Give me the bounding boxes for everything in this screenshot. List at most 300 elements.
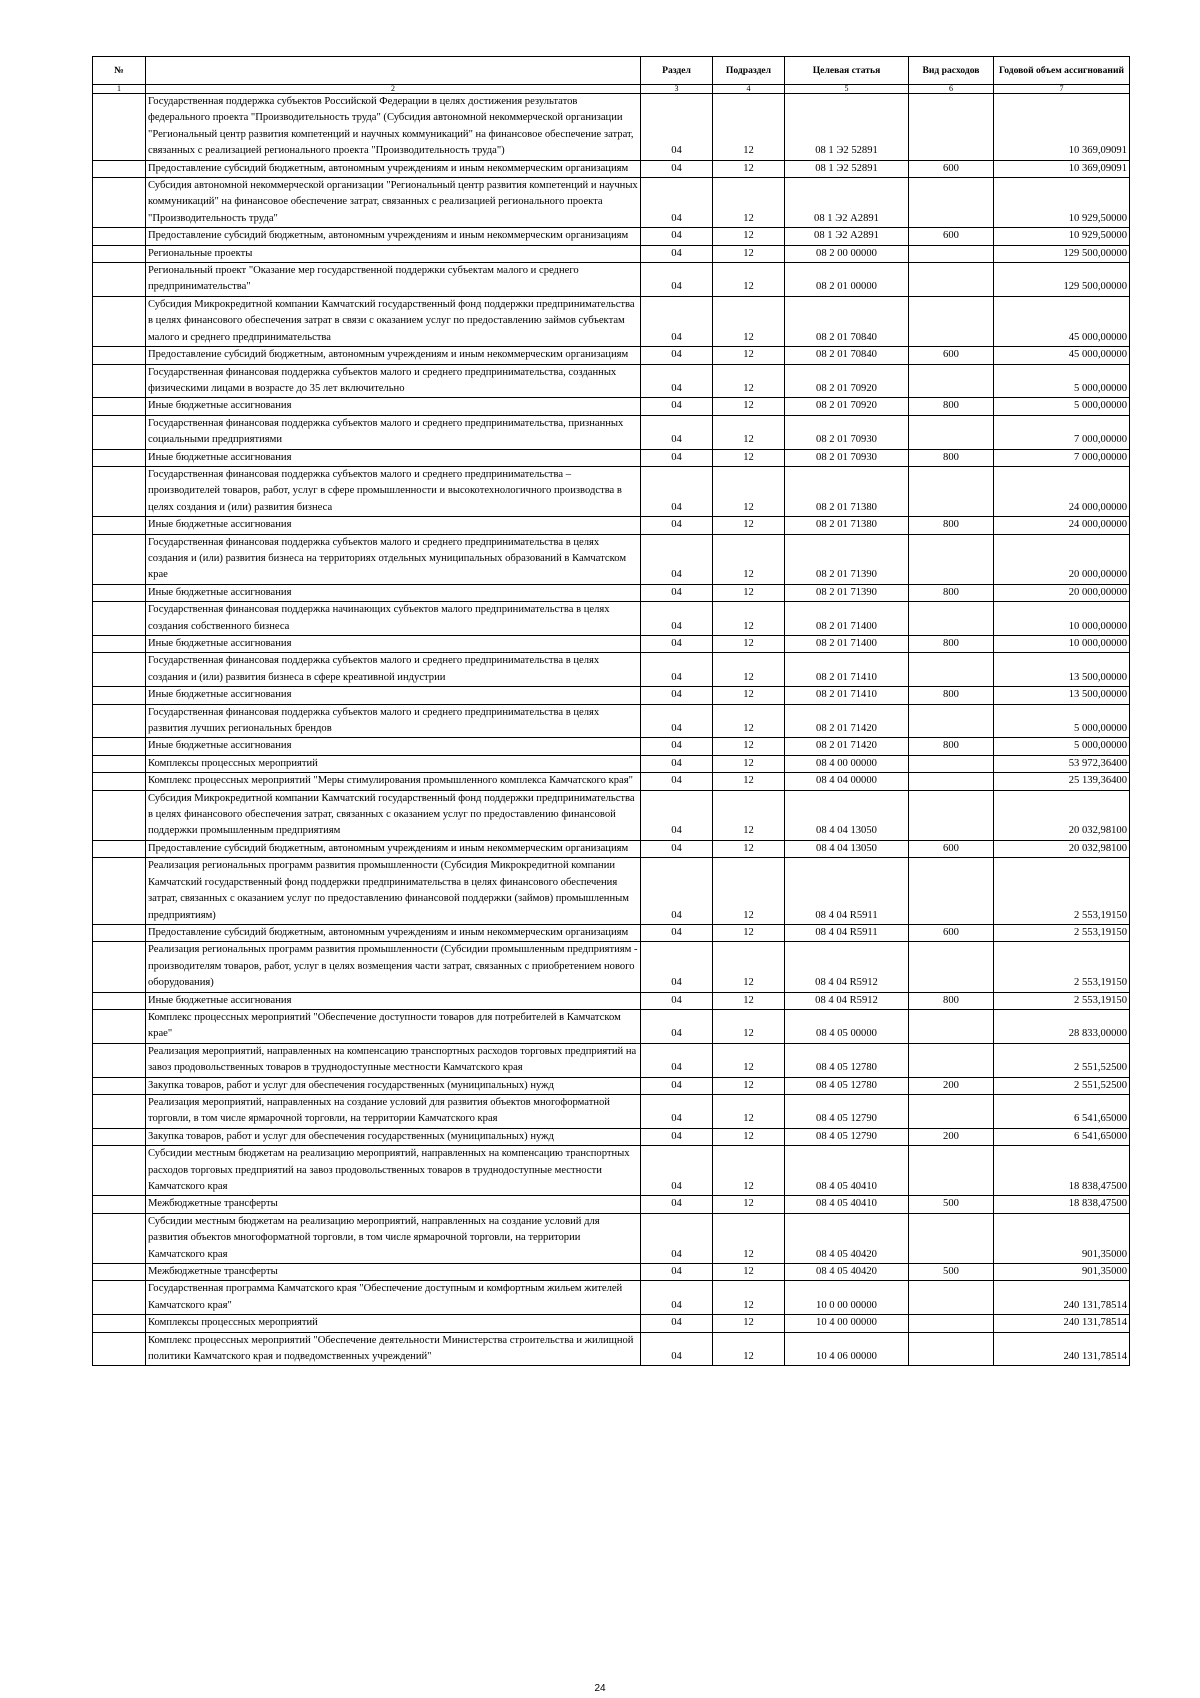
cell-podrazdel: 12: [713, 160, 785, 177]
cell-number: [93, 653, 146, 687]
cell-number: [93, 1094, 146, 1128]
cell-podrazdel: 12: [713, 296, 785, 346]
cell-target-article: 08 1 Э2 52891: [785, 94, 909, 161]
cell-podrazdel: 12: [713, 449, 785, 466]
cell-name: Иные бюджетные ассигнования: [146, 636, 641, 653]
cell-name: Комплекс процессных мероприятий "Обеспечение доступности товаров для потребителей в Камчатском крае": [146, 1009, 641, 1043]
col-header-razdel: Раздел: [641, 57, 713, 85]
cell-annual-amount: 901,35000: [994, 1264, 1130, 1281]
cell-razdel: 04: [641, 415, 713, 449]
cell-number: [93, 364, 146, 398]
cell-expense-type: [909, 1009, 994, 1043]
cell-expense-type: [909, 1146, 994, 1196]
cell-number: [93, 1264, 146, 1281]
table-row: [93, 738, 1130, 755]
cell-razdel: 04: [641, 517, 713, 534]
cell-name: Субсидия автономной некоммерческой организации "Региональный центр развития компетенций и научных коммуникаций" на финансовое обеспечение затрат, связанных с реализацией регионального проекта "Производительность труда": [146, 178, 641, 228]
cell-annual-amount: 20 032,98100: [994, 790, 1130, 840]
cell-expense-type: [909, 755, 994, 772]
cell-podrazdel: 12: [713, 94, 785, 161]
cell-number: [93, 449, 146, 466]
cell-annual-amount: 24 000,00000: [994, 517, 1130, 534]
cell-target-article: 08 4 05 40420: [785, 1213, 909, 1263]
cell-annual-amount: 7 000,00000: [994, 415, 1130, 449]
cell-podrazdel: 12: [713, 1146, 785, 1196]
cell-annual-amount: 5 000,00000: [994, 738, 1130, 755]
cell-number: [93, 398, 146, 415]
cell-podrazdel: 12: [713, 534, 785, 584]
cell-podrazdel: 12: [713, 245, 785, 262]
cell-name: Предоставление субсидий бюджетным, автономным учреждениям и иным некоммерческим организациям: [146, 160, 641, 177]
table-row: [93, 636, 1130, 653]
table-row: [93, 178, 1130, 228]
cell-number: [93, 1281, 146, 1315]
cell-name: Государственная поддержка субъектов Российской Федерации в целях достижения результатов федерального проекта "Производительность труда" (Субсидия автономной некоммерческой организации "Региональный центр развития компетенций и научных коммуникаций" на финансовое обеспечение затрат, связанных с реализацией регионального проекта "Производительность труда"): [146, 94, 641, 161]
cell-podrazdel: 12: [713, 942, 785, 992]
col-header-podrazdel: Подраздел: [713, 57, 785, 85]
cell-annual-amount: 240 131,78514: [994, 1315, 1130, 1332]
cell-target-article: 08 2 01 71410: [785, 653, 909, 687]
cell-name: Иные бюджетные ассигнования: [146, 517, 641, 534]
cell-expense-type: [909, 178, 994, 228]
cell-expense-type: [909, 1213, 994, 1263]
table-row: [93, 1043, 1130, 1077]
cell-annual-amount: 45 000,00000: [994, 347, 1130, 364]
cell-target-article: 08 2 01 71420: [785, 738, 909, 755]
cell-target-article: 08 4 04 R5912: [785, 992, 909, 1009]
cell-name: Государственная финансовая поддержка начинающих субъектов малого предпринимательства в целях создания собственного бизнеса: [146, 602, 641, 636]
cell-number: [93, 773, 146, 790]
cell-razdel: 04: [641, 687, 713, 704]
cell-podrazdel: 12: [713, 517, 785, 534]
cell-target-article: 08 2 01 70840: [785, 347, 909, 364]
cell-name: Региональные проекты: [146, 245, 641, 262]
cell-number: [93, 790, 146, 840]
cell-podrazdel: 12: [713, 704, 785, 738]
table-row: [93, 364, 1130, 398]
cell-annual-amount: 10 929,50000: [994, 178, 1130, 228]
cell-razdel: 04: [641, 364, 713, 398]
table-row: [93, 263, 1130, 297]
cell-razdel: 04: [641, 1213, 713, 1263]
cell-name: Иные бюджетные ассигнования: [146, 992, 641, 1009]
col-number-6: 6: [909, 85, 994, 94]
cell-name: Межбюджетные трансферты: [146, 1196, 641, 1213]
cell-podrazdel: 12: [713, 1128, 785, 1145]
cell-number: [93, 942, 146, 992]
cell-target-article: 08 2 01 70930: [785, 449, 909, 466]
cell-number: [93, 263, 146, 297]
table-row: [93, 840, 1130, 857]
cell-podrazdel: 12: [713, 1009, 785, 1043]
table-row: [93, 1009, 1130, 1043]
cell-razdel: 04: [641, 1077, 713, 1094]
cell-number: [93, 584, 146, 601]
cell-target-article: 08 4 05 00000: [785, 1009, 909, 1043]
cell-target-article: 10 0 00 00000: [785, 1281, 909, 1315]
cell-annual-amount: 10 000,00000: [994, 602, 1130, 636]
table-header: [93, 57, 1130, 94]
cell-annual-amount: 25 139,36400: [994, 773, 1130, 790]
cell-number: [93, 636, 146, 653]
cell-expense-type: [909, 263, 994, 297]
table-row: [93, 449, 1130, 466]
cell-podrazdel: 12: [713, 584, 785, 601]
cell-expense-type: [909, 602, 994, 636]
table-row: [93, 704, 1130, 738]
cell-number: [93, 296, 146, 346]
cell-expense-type: 600: [909, 160, 994, 177]
cell-annual-amount: 13 500,00000: [994, 687, 1130, 704]
cell-razdel: 04: [641, 1094, 713, 1128]
table-row: [93, 992, 1130, 1009]
cell-podrazdel: 12: [713, 602, 785, 636]
cell-razdel: 04: [641, 1281, 713, 1315]
cell-name: Иные бюджетные ассигнования: [146, 584, 641, 601]
cell-razdel: 04: [641, 296, 713, 346]
cell-annual-amount: 2 553,19150: [994, 858, 1130, 925]
table-row: [93, 466, 1130, 516]
cell-expense-type: [909, 1094, 994, 1128]
cell-annual-amount: 2 551,52500: [994, 1043, 1130, 1077]
table-row: [93, 602, 1130, 636]
cell-target-article: 08 4 04 R5912: [785, 942, 909, 992]
cell-number: [93, 466, 146, 516]
cell-name: Комплекс процессных мероприятий "Обеспечение деятельности Министерства строительства и жилищной политики Камчатского края и подведомственных учреждений": [146, 1332, 641, 1366]
cell-name: Предоставление субсидий бюджетным, автономным учреждениям и иным некоммерческим организациям: [146, 924, 641, 941]
cell-podrazdel: 12: [713, 1332, 785, 1366]
cell-razdel: 04: [641, 653, 713, 687]
cell-name: Реализация региональных программ развития промышленности (Субсидии промышленным предприятиям - производителям товаров, работ, услуг в целях возмещения части затрат, связанных с приобретением нового оборудования): [146, 942, 641, 992]
cell-expense-type: [909, 364, 994, 398]
cell-number: [93, 1077, 146, 1094]
cell-annual-amount: 13 500,00000: [994, 653, 1130, 687]
cell-expense-type: [909, 1332, 994, 1366]
cell-expense-type: [909, 1315, 994, 1332]
cell-annual-amount: 5 000,00000: [994, 398, 1130, 415]
cell-annual-amount: 129 500,00000: [994, 263, 1130, 297]
cell-expense-type: [909, 790, 994, 840]
cell-name: Государственная программа Камчатского края "Обеспечение доступным и комфортным жильем жителей Камчатского края": [146, 1281, 641, 1315]
col-number-1: 1: [93, 85, 146, 94]
cell-razdel: 04: [641, 1009, 713, 1043]
cell-name: Закупка товаров, работ и услуг для обеспечения государственных (муниципальных) нужд: [146, 1077, 641, 1094]
cell-number: [93, 858, 146, 925]
cell-name: Предоставление субсидий бюджетным, автономным учреждениям и иным некоммерческим организациям: [146, 347, 641, 364]
cell-target-article: 08 4 05 12790: [785, 1128, 909, 1145]
cell-name: Комплексы процессных мероприятий: [146, 1315, 641, 1332]
cell-target-article: 08 2 01 00000: [785, 263, 909, 297]
cell-target-article: 08 2 01 70930: [785, 415, 909, 449]
cell-name: Субсидии местным бюджетам на реализацию мероприятий, направленных на создание условий для развития объектов многоформатной торговли, в том числе ярмарочной торговли, на территории Камчатского края: [146, 1213, 641, 1263]
cell-annual-amount: 18 838,47500: [994, 1196, 1130, 1213]
cell-name: Региональный проект "Оказание мер государственной поддержки субъектам малого и среднего предпринимательства": [146, 263, 641, 297]
cell-razdel: 04: [641, 790, 713, 840]
cell-target-article: 08 2 01 71410: [785, 687, 909, 704]
cell-annual-amount: 24 000,00000: [994, 466, 1130, 516]
cell-annual-amount: 2 553,19150: [994, 992, 1130, 1009]
cell-target-article: 08 2 01 70920: [785, 398, 909, 415]
cell-podrazdel: 12: [713, 466, 785, 516]
cell-podrazdel: 12: [713, 1043, 785, 1077]
table-row: [93, 584, 1130, 601]
cell-target-article: 08 2 01 70840: [785, 296, 909, 346]
cell-expense-type: [909, 1043, 994, 1077]
cell-number: [93, 1128, 146, 1145]
cell-annual-amount: 10 929,50000: [994, 228, 1130, 245]
cell-razdel: 04: [641, 466, 713, 516]
cell-target-article: 08 4 04 13050: [785, 790, 909, 840]
cell-podrazdel: 12: [713, 263, 785, 297]
cell-target-article: 08 2 01 71400: [785, 636, 909, 653]
table-row: [93, 1094, 1130, 1128]
table-row: [93, 1264, 1130, 1281]
cell-razdel: 04: [641, 755, 713, 772]
cell-podrazdel: 12: [713, 773, 785, 790]
cell-number: [93, 160, 146, 177]
cell-podrazdel: 12: [713, 992, 785, 1009]
cell-podrazdel: 12: [713, 1077, 785, 1094]
cell-target-article: 10 4 00 00000: [785, 1315, 909, 1332]
cell-razdel: 04: [641, 704, 713, 738]
cell-razdel: 04: [641, 858, 713, 925]
cell-annual-amount: 53 972,36400: [994, 755, 1130, 772]
cell-target-article: 08 4 05 12790: [785, 1094, 909, 1128]
cell-expense-type: [909, 94, 994, 161]
col-number-7: 7: [994, 85, 1130, 94]
cell-razdel: 04: [641, 347, 713, 364]
table-row: [93, 347, 1130, 364]
cell-target-article: 08 4 04 R5911: [785, 924, 909, 941]
cell-podrazdel: 12: [713, 1094, 785, 1128]
table-row: [93, 1213, 1130, 1263]
cell-number: [93, 992, 146, 1009]
cell-expense-type: 500: [909, 1196, 994, 1213]
cell-annual-amount: 20 000,00000: [994, 584, 1130, 601]
col-number-2: 2: [146, 85, 641, 94]
cell-expense-type: 600: [909, 347, 994, 364]
column-number-row: [93, 85, 1130, 94]
cell-name: Реализация региональных программ развития промышленности (Субсидия Микрокредитной компании Камчатский государственный фонд поддержки предпринимательства в целях финансового обеспечения затрат, связанных с оказанием услуг по предоставлению финансовой поддержки (займов) промышленным предприятиям): [146, 858, 641, 925]
table-row: [93, 1196, 1130, 1213]
cell-name: Иные бюджетные ассигнования: [146, 687, 641, 704]
cell-podrazdel: 12: [713, 398, 785, 415]
table-row: [93, 755, 1130, 772]
cell-name: Государственная финансовая поддержка субъектов малого и среднего предпринимательства, созданных физическими лицами в возрасте до 35 лет включительно: [146, 364, 641, 398]
cell-target-article: 08 2 00 00000: [785, 245, 909, 262]
cell-razdel: 04: [641, 94, 713, 161]
cell-annual-amount: 240 131,78514: [994, 1332, 1130, 1366]
cell-razdel: 04: [641, 636, 713, 653]
cell-annual-amount: 240 131,78514: [994, 1281, 1130, 1315]
cell-annual-amount: 5 000,00000: [994, 364, 1130, 398]
cell-name: Иные бюджетные ассигнования: [146, 449, 641, 466]
cell-annual-amount: 10 000,00000: [994, 636, 1130, 653]
table-row: [93, 1128, 1130, 1145]
cell-target-article: 08 4 05 40420: [785, 1264, 909, 1281]
cell-razdel: 04: [641, 1043, 713, 1077]
cell-number: [93, 245, 146, 262]
table-row: [93, 245, 1130, 262]
cell-razdel: 04: [641, 840, 713, 857]
header-row: [93, 57, 1130, 85]
cell-number: [93, 415, 146, 449]
cell-expense-type: 500: [909, 1264, 994, 1281]
page-number: 24: [594, 1683, 606, 1694]
cell-number: [93, 602, 146, 636]
table-row: [93, 415, 1130, 449]
cell-podrazdel: 12: [713, 653, 785, 687]
cell-annual-amount: 28 833,00000: [994, 1009, 1130, 1043]
cell-name: Комплекс процессных мероприятий "Меры стимулирования промышленного комплекса Камчатского края": [146, 773, 641, 790]
cell-expense-type: 800: [909, 449, 994, 466]
col-header-name: [146, 57, 641, 85]
cell-annual-amount: 129 500,00000: [994, 245, 1130, 262]
table-row: [93, 296, 1130, 346]
budget-allocation-table: [92, 56, 1130, 1366]
cell-annual-amount: 2 553,19150: [994, 924, 1130, 941]
cell-annual-amount: 7 000,00000: [994, 449, 1130, 466]
cell-expense-type: [909, 415, 994, 449]
cell-target-article: 10 4 06 00000: [785, 1332, 909, 1366]
cell-number: [93, 704, 146, 738]
cell-razdel: 04: [641, 1315, 713, 1332]
cell-annual-amount: 45 000,00000: [994, 296, 1130, 346]
cell-expense-type: 600: [909, 924, 994, 941]
cell-number: [93, 1213, 146, 1263]
cell-number: [93, 1196, 146, 1213]
cell-razdel: 04: [641, 263, 713, 297]
cell-number: [93, 687, 146, 704]
cell-name: Комплексы процессных мероприятий: [146, 755, 641, 772]
cell-expense-type: 800: [909, 398, 994, 415]
cell-razdel: 04: [641, 178, 713, 228]
cell-razdel: 04: [641, 449, 713, 466]
cell-number: [93, 517, 146, 534]
cell-name: Реализация мероприятий, направленных на создание условий для развития объектов многоформатной торговли, в том числе ярмарочной торговли, на территории Камчатского края: [146, 1094, 641, 1128]
cell-podrazdel: 12: [713, 1315, 785, 1332]
table-row: [93, 398, 1130, 415]
cell-expense-type: [909, 773, 994, 790]
cell-target-article: 08 4 05 40410: [785, 1146, 909, 1196]
cell-name: Иные бюджетные ассигнования: [146, 738, 641, 755]
col-header-expense-type: Вид расходов: [909, 57, 994, 85]
cell-number: [93, 840, 146, 857]
cell-expense-type: [909, 942, 994, 992]
cell-podrazdel: 12: [713, 790, 785, 840]
cell-name: Государственная финансовая поддержка субъектов малого и среднего предпринимательства в целях развития лучших региональных брендов: [146, 704, 641, 738]
cell-razdel: 04: [641, 992, 713, 1009]
col-header-number: №: [93, 57, 146, 85]
table-row: [93, 94, 1130, 161]
cell-expense-type: [909, 1281, 994, 1315]
cell-razdel: 04: [641, 245, 713, 262]
cell-podrazdel: 12: [713, 1196, 785, 1213]
cell-razdel: 04: [641, 1264, 713, 1281]
cell-target-article: 08 1 Э2 А2891: [785, 228, 909, 245]
cell-razdel: 04: [641, 1146, 713, 1196]
table-body: [93, 94, 1130, 1366]
cell-annual-amount: 10 369,09091: [994, 94, 1130, 161]
cell-name: Государственная финансовая поддержка субъектов малого и среднего предпринимательства, признанных социальными предприятиями: [146, 415, 641, 449]
table-row: [93, 1281, 1130, 1315]
cell-podrazdel: 12: [713, 364, 785, 398]
cell-number: [93, 178, 146, 228]
cell-name: Государственная финансовая поддержка субъектов малого и среднего предпринимательства в целях создания и (или) развития бизнеса на территориях отдельных муниципальных образований в Камчатском крае: [146, 534, 641, 584]
cell-annual-amount: 6 541,65000: [994, 1094, 1130, 1128]
cell-expense-type: 200: [909, 1077, 994, 1094]
cell-annual-amount: 2 553,19150: [994, 942, 1130, 992]
table-row: [93, 1077, 1130, 1094]
table-row: [93, 653, 1130, 687]
cell-target-article: 08 2 01 71390: [785, 584, 909, 601]
cell-podrazdel: 12: [713, 924, 785, 941]
cell-target-article: 08 4 04 00000: [785, 773, 909, 790]
cell-annual-amount: 901,35000: [994, 1213, 1130, 1263]
table-row: [93, 942, 1130, 992]
table-row: [93, 534, 1130, 584]
cell-target-article: 08 1 Э2 52891: [785, 160, 909, 177]
table-row: [93, 160, 1130, 177]
cell-name: Закупка товаров, работ и услуг для обеспечения государственных (муниципальных) нужд: [146, 1128, 641, 1145]
cell-podrazdel: 12: [713, 738, 785, 755]
cell-razdel: 04: [641, 924, 713, 941]
table-row: [93, 924, 1130, 941]
cell-podrazdel: 12: [713, 858, 785, 925]
cell-name: Иные бюджетные ассигнования: [146, 398, 641, 415]
cell-razdel: 04: [641, 398, 713, 415]
cell-podrazdel: 12: [713, 1264, 785, 1281]
cell-number: [93, 1315, 146, 1332]
cell-razdel: 04: [641, 1128, 713, 1145]
cell-name: Субсидия Микрокредитной компании Камчатский государственный фонд поддержки предпринимательства в целях финансового обеспечения затрат в связи с оказанием услуг по предоставлению займов субъектам малого и среднего предпринимательства: [146, 296, 641, 346]
cell-annual-amount: 5 000,00000: [994, 704, 1130, 738]
cell-number: [93, 1009, 146, 1043]
cell-number: [93, 1146, 146, 1196]
cell-target-article: 08 4 04 13050: [785, 840, 909, 857]
col-number-5: 5: [785, 85, 909, 94]
cell-name: Реализация мероприятий, направленных на компенсацию транспортных расходов торговых предприятий на завоз продовольственных товаров в труднодоступные местности Камчатского края: [146, 1043, 641, 1077]
table-row: [93, 687, 1130, 704]
cell-target-article: 08 2 01 71400: [785, 602, 909, 636]
cell-podrazdel: 12: [713, 840, 785, 857]
cell-expense-type: 800: [909, 584, 994, 601]
cell-expense-type: [909, 296, 994, 346]
cell-target-article: 08 2 01 70920: [785, 364, 909, 398]
cell-target-article: 08 4 05 12780: [785, 1043, 909, 1077]
cell-number: [93, 347, 146, 364]
cell-name: Межбюджетные трансферты: [146, 1264, 641, 1281]
cell-number: [93, 755, 146, 772]
table-row: [93, 1332, 1130, 1366]
cell-target-article: 08 1 Э2 А2891: [785, 178, 909, 228]
cell-target-article: 08 2 01 71390: [785, 534, 909, 584]
cell-razdel: 04: [641, 942, 713, 992]
cell-target-article: 08 4 05 12780: [785, 1077, 909, 1094]
cell-number: [93, 1332, 146, 1366]
cell-number: [93, 94, 146, 161]
table-row: [93, 790, 1130, 840]
col-header-target-article: Целевая статья: [785, 57, 909, 85]
table-row: [93, 1315, 1130, 1332]
cell-razdel: 04: [641, 228, 713, 245]
cell-podrazdel: 12: [713, 415, 785, 449]
cell-target-article: 08 2 01 71420: [785, 704, 909, 738]
cell-expense-type: 800: [909, 636, 994, 653]
table-row: [93, 773, 1130, 790]
cell-expense-type: [909, 466, 994, 516]
cell-expense-type: 800: [909, 687, 994, 704]
